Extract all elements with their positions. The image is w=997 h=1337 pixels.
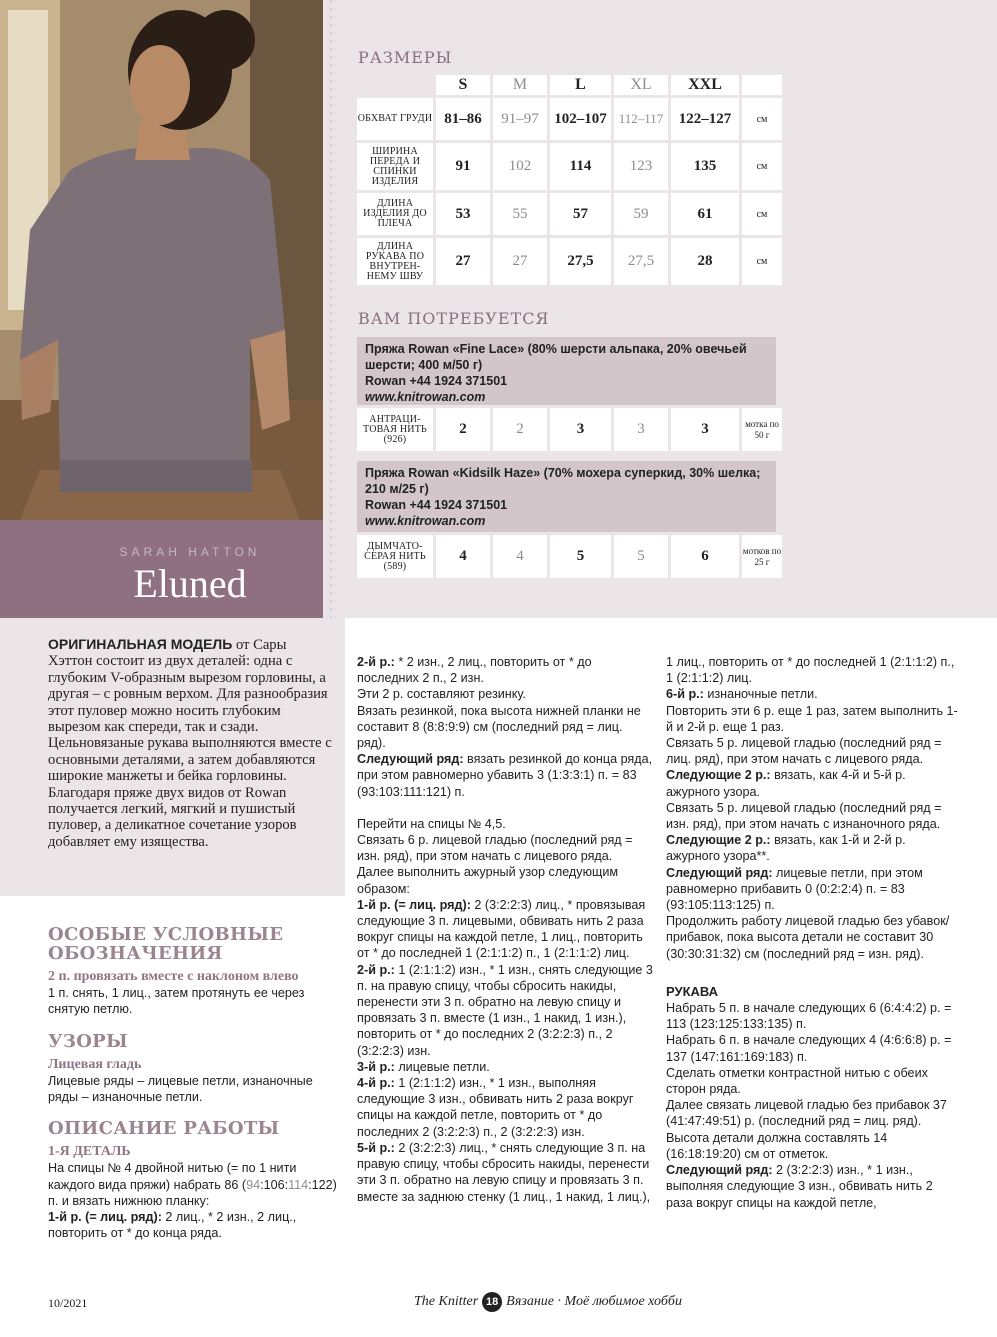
table-cell: 3	[550, 408, 611, 451]
table-cell: 2	[436, 408, 490, 451]
text: 1 (2:1:1:2) изн., * 1 изн., снять следующие 3 п. на правую спицу, чтобы сбросить накиды, перенести эти 3 п. обратно на левую спицу и провязать 3 п. вместе (1 изн., 1 накид, 1 изн.), повторить от * до последних 2 (3:2:2:3) п., 2 (3:2:2:3) изн.	[357, 962, 653, 1058]
footer-magazine	[414, 1292, 682, 1312]
paragraph: Продолжить работу лицевой гладью без убавок/прибавок, пока высота детали не составит 30 (30:30:31:32) см (последний ряд = изн. ряд).	[666, 914, 950, 961]
table-row	[357, 193, 782, 235]
table-cell: 3	[614, 408, 668, 451]
text: вязать резинкой до конца ряда, при этом равномерно убавить 3 (1:3:3:1) п. = 83 (93:103:111:121) п.	[357, 752, 653, 799]
row-label: 1-й р. (= лиц. ряд):	[48, 1210, 162, 1225]
paragraph	[666, 1162, 962, 1211]
paragraph	[357, 654, 653, 686]
table-cell: 135	[671, 143, 739, 190]
table-row	[357, 98, 782, 140]
stockinette-text: Лицевые ряды – лицевые петли, изнаночные ряды – изнаночные петли.	[48, 1073, 313, 1105]
part1-title: 1-Я ДЕТАЛЬ	[48, 1144, 131, 1160]
paragraph: Связать 5 р. лицевой гладью (последний ряд = лиц. ряд), при этом начать с лицевого ряда.	[666, 736, 942, 767]
row-label: 2-й р.:	[357, 655, 395, 669]
table-row	[357, 408, 782, 451]
unit-cell: см	[742, 193, 782, 235]
photo-illustration	[0, 0, 323, 520]
text: :122) п. и вязать нижнюю планку:	[48, 1177, 337, 1208]
table-cell: 27	[436, 238, 490, 285]
intro-body: от Сары Хэттон состоит из двух деталей: одна с глубоким V-образным вырезом горловины, а другая – с ровным верхом. Для разнообразия этот пуловер можно носить глубоким вырезом как спереди, так и сзади. Цельновязаные рукава выполняются вместе с основными деталями, а затем добавляются широкие манжеты и бейка горловины. Благодаря пряже двух видов от Rowan получается легкий, мягкий и пушистый пуловер, а деликатное сочетание узоров добавляет ему изящества.	[48, 637, 332, 850]
paragraph	[666, 686, 962, 702]
yarn2-label: ДЫМЧАТО-СЕРАЯ НИТЬ (589)	[357, 535, 433, 578]
magazine-name: The Knitter	[414, 1294, 479, 1309]
size-header: L	[550, 75, 611, 95]
table-cell: 27	[493, 238, 547, 285]
column-1	[48, 925, 338, 1241]
table-cell: 4	[436, 535, 490, 578]
unit-cell: см	[742, 143, 782, 190]
table-cell: 91	[436, 143, 490, 190]
table-cell: 28	[671, 238, 739, 285]
paragraph	[357, 1059, 653, 1075]
paragraph	[48, 1160, 338, 1209]
row-label: ДЛИНА РУКАВА ПО ВНУТРЕН-НЕМУ ШВУ	[357, 238, 433, 285]
materials-heading: ВАМ ПОТРЕБУЕТСЯ	[358, 309, 550, 328]
paragraph	[357, 1140, 653, 1205]
table-row	[357, 238, 782, 285]
unit-cell: см	[742, 98, 782, 140]
text: 2 лиц., * 2 изн., 2 лиц., повторить от * до конца ряда.	[48, 1210, 297, 1241]
table-cell: 2	[493, 408, 547, 451]
paragraph	[357, 1075, 653, 1140]
table-cell: 55	[493, 193, 547, 235]
model-name: Eluned	[133, 561, 247, 606]
table-cell: 4	[493, 535, 547, 578]
text: 94	[246, 1177, 261, 1192]
text: лицевые петли.	[394, 1059, 490, 1074]
paragraph	[666, 832, 962, 864]
text: лицевые петли, при этом равномерно прибавить 0 (0:2:2:4) п. = 83 (93:105:113:125) п.	[666, 865, 923, 913]
paragraph: Связать 6 р. лицевой гладью (последний ряд = изн. ряд), при этом начать с лицевого ряда.	[357, 833, 633, 864]
work-heading: ОПИСАНИЕ РАБОТЫ	[48, 1118, 280, 1140]
paragraph: 1 лиц., повторить от * до последней 1 (2:1:1:2) п., 1 (2:1:1:2) лиц.	[666, 655, 955, 686]
table-cell: 27,5	[614, 238, 668, 285]
row-label: Следующий ряд:	[666, 865, 773, 880]
row-label: Следующие 2 р.:	[666, 833, 771, 848]
text: На спицы № 4 двойной нитью (= по 1 нити каждого вида пряжи) набрать 86 (	[48, 1161, 297, 1192]
table-cell: 123	[614, 143, 668, 190]
row-label: ОБХВАТ ГРУДИ	[357, 98, 433, 140]
text: вязать, как 1-й и 2-й р. ажурного узора**.	[666, 833, 906, 864]
sizes-heading: РАЗМЕРЫ	[358, 48, 453, 67]
size-header: M	[493, 75, 547, 95]
table-cell: 5	[550, 535, 611, 578]
row-label: 6-й р.:	[666, 687, 704, 702]
column-3	[666, 654, 962, 1211]
table-row	[357, 143, 782, 190]
row-label: Следующий ряд:	[357, 752, 464, 767]
magazine-tagline: Вязание · Моё любимое хобби	[506, 1294, 682, 1309]
paragraph: Вязать резинкой, пока высота нижней планки не составит 8 (8:8:9:9) см (последний ряд = лиц. ряд).	[357, 703, 641, 751]
size-header: S	[436, 75, 490, 95]
table-cell: 91–97	[493, 98, 547, 140]
text: 2 (3:2:2:3) лиц., * снять следующие 3 п. на правую спицу, чтобы сбросить накиды, перенести эти 3 п. обратно на левую спицу и провязать 3 п. вместе за заднюю стенку (1 лиц., 1 накид, 1 лиц.),	[357, 1140, 651, 1204]
text: 2 (3:2:2:3) лиц., * провязывая следующие 3 п. лицевыми, обвивать нить 2 раза вокруг спицы на каждой петле, 1 лиц., повторить от * до последней 1 (2:1:1:2) п., 1 (2:1:1:2) лиц.	[357, 897, 646, 961]
yarn1-table	[354, 405, 785, 454]
issue-date: 10/2021	[48, 1296, 88, 1310]
spiral-binding	[325, 0, 347, 640]
yarn1-info	[357, 337, 776, 405]
row-label: Следующий ряд:	[666, 1163, 773, 1178]
table-cell: 3	[671, 408, 739, 451]
row-label: Следующие 2 р.:	[666, 768, 771, 783]
row-label: 4-й р.:	[357, 1076, 395, 1091]
paragraph: Эти 2 р. составляют резинку.	[357, 687, 526, 702]
table-cell: 102	[493, 143, 547, 190]
sleeves-title: РУКАВА	[666, 983, 719, 999]
table-cell: 57	[550, 193, 611, 235]
sizes-header-row	[357, 75, 782, 95]
sizes-table	[354, 72, 785, 288]
yarn2-web-link[interactable]: www.knitrowan.com	[365, 514, 486, 528]
table-cell: 122–127	[671, 98, 739, 140]
unit-cell: см	[742, 238, 782, 285]
table-cell: 114	[550, 143, 611, 190]
paragraph: Сделать отметки контрастной нитью с обеих сторон ряда.	[666, 1065, 928, 1097]
table-cell: 6	[671, 535, 739, 578]
yarn2-info	[357, 461, 776, 532]
paragraph: Набрать 6 п. в начале следующих 4 (4:6:6:8) р. = 137 (147:161:169:183) п.	[666, 1033, 952, 1064]
yarn2-phone: Rowan +44 1924 371501	[365, 498, 508, 512]
column-2	[357, 654, 653, 1205]
text: 2 (3:2:2:3) изн., * 1 изн., выполняя следующие 3 изн., обвивать нить 2 раза вокруг спицы на каждой петле,	[666, 1163, 933, 1210]
paragraph	[48, 1209, 338, 1241]
paragraph: Далее связать лицевой гладью без прибавок 37 (41:47:49:51) р. (последний ряд = лиц. ряд).	[666, 1098, 947, 1129]
paragraph: Набрать 5 п. в начале следующих 6 (6:4:4:2) р. = 113 (123:125:133:135) п.	[666, 1001, 952, 1032]
paragraph	[357, 751, 653, 800]
row-label: ДЛИНА ИЗДЕЛИЯ ДО ПЛЕЧА	[357, 193, 433, 235]
table-cell: 53	[436, 193, 490, 235]
text: 1 (2:1:1:2) изн., * 1 изн., выполняя следующие 3 изн., обвивать нить 2 раза вокруг спицы на каждой петле, повторить от * до последних 2 (3:2:2:3) п., 2 (3:2:2:3) изн.	[357, 1076, 634, 1139]
special-abbr-heading: ОСОБЫЕ УСЛОВНЫЕ ОБОЗНАЧЕНИЯ	[48, 924, 284, 964]
paragraph: Высота детали должна составлять 14 (16:18:19:20) см от отметок.	[666, 1130, 888, 1161]
abbr-text: 1 п. снять, 1 лиц., затем протянуть ее через снятую петлю.	[48, 986, 305, 1017]
row-label: 5-й р.:	[357, 1140, 395, 1155]
intro-lead: ОРИГИНАЛЬНАЯ МОДЕЛЬ	[48, 636, 233, 652]
yarn1-web-link[interactable]: www.knitrowan.com	[365, 390, 486, 404]
table-cell: 81–86	[436, 98, 490, 140]
table-cell: 102–107	[550, 98, 611, 140]
unit-cell: мотка по 50 г	[742, 408, 782, 451]
text: * 2 изн., 2 лиц., повторить от * до последних 2 п., 2 изн.	[357, 655, 592, 686]
size-header: XL	[614, 75, 668, 95]
table-cell: 61	[671, 193, 739, 235]
table-cell: 27,5	[550, 238, 611, 285]
patterns-heading: УЗОРЫ	[48, 1030, 128, 1052]
text: :106:	[260, 1177, 289, 1192]
row-label: 1-й р. (= лиц. ряд):	[357, 897, 471, 912]
yarn2-table	[354, 532, 785, 581]
intro-text	[48, 636, 333, 850]
yarn1-label: АНТРАЦИ-ТОВАЯ НИТЬ (926)	[357, 408, 433, 451]
table-row	[357, 535, 782, 578]
yarn1-desc: Пряжа Rowan «Fine Lace» (80% шерсти альпака, 20% овечьей шерсти; 400 м/50 г)	[365, 342, 747, 372]
row-label: 2-й р.:	[357, 962, 395, 977]
row-label: ШИРИНА ПЕРЕДА И СПИНКИ ИЗДЕЛИЯ	[357, 143, 433, 190]
table-cell: 59	[614, 193, 668, 235]
yarn1-phone: Rowan +44 1924 371501	[365, 374, 508, 388]
size-header: XXL	[671, 75, 739, 95]
table-cell: 112–117	[614, 98, 668, 140]
abbr-title: 2 п. провязать вместе с наклоном влево	[48, 969, 299, 984]
unit-cell: мотков по 25 г	[742, 535, 782, 578]
paragraph	[357, 897, 653, 962]
text: вязать, как 4-й и 5-й р. ажурного узора.	[666, 768, 906, 799]
text: изнаночные петли.	[703, 687, 818, 702]
paragraph: Перейти на спицы № 4,5.	[357, 816, 506, 831]
paragraph: Повторить эти 6 р. еще 1 раз, затем выполнить 1-й и 2-й р. еще 1 раз.	[666, 703, 958, 734]
table-cell: 5	[614, 535, 668, 578]
yarn2-desc: Пряжа Rowan «Kidsilk Haze» (70% мохера суперкид, 30% шелка; 210 м/25 г)	[365, 466, 761, 496]
paragraph: Далее выполнить ажурный узор следующим образом:	[357, 865, 619, 896]
paragraph	[666, 865, 962, 914]
page-number: 18	[482, 1292, 502, 1312]
paragraph: Связать 5 р. лицевой гладью (последний ряд = изн. ряд), при этом начать с изнаночного ряда.	[666, 800, 942, 832]
model-photo	[0, 0, 323, 520]
row-label: 3-й р.:	[357, 1059, 395, 1074]
paragraph	[666, 767, 962, 799]
text: 114	[288, 1177, 309, 1192]
designer-name: SARAH HATTON	[119, 545, 261, 559]
paragraph	[357, 962, 653, 1059]
stockinette-title: Лицевая гладь	[48, 1056, 142, 1072]
